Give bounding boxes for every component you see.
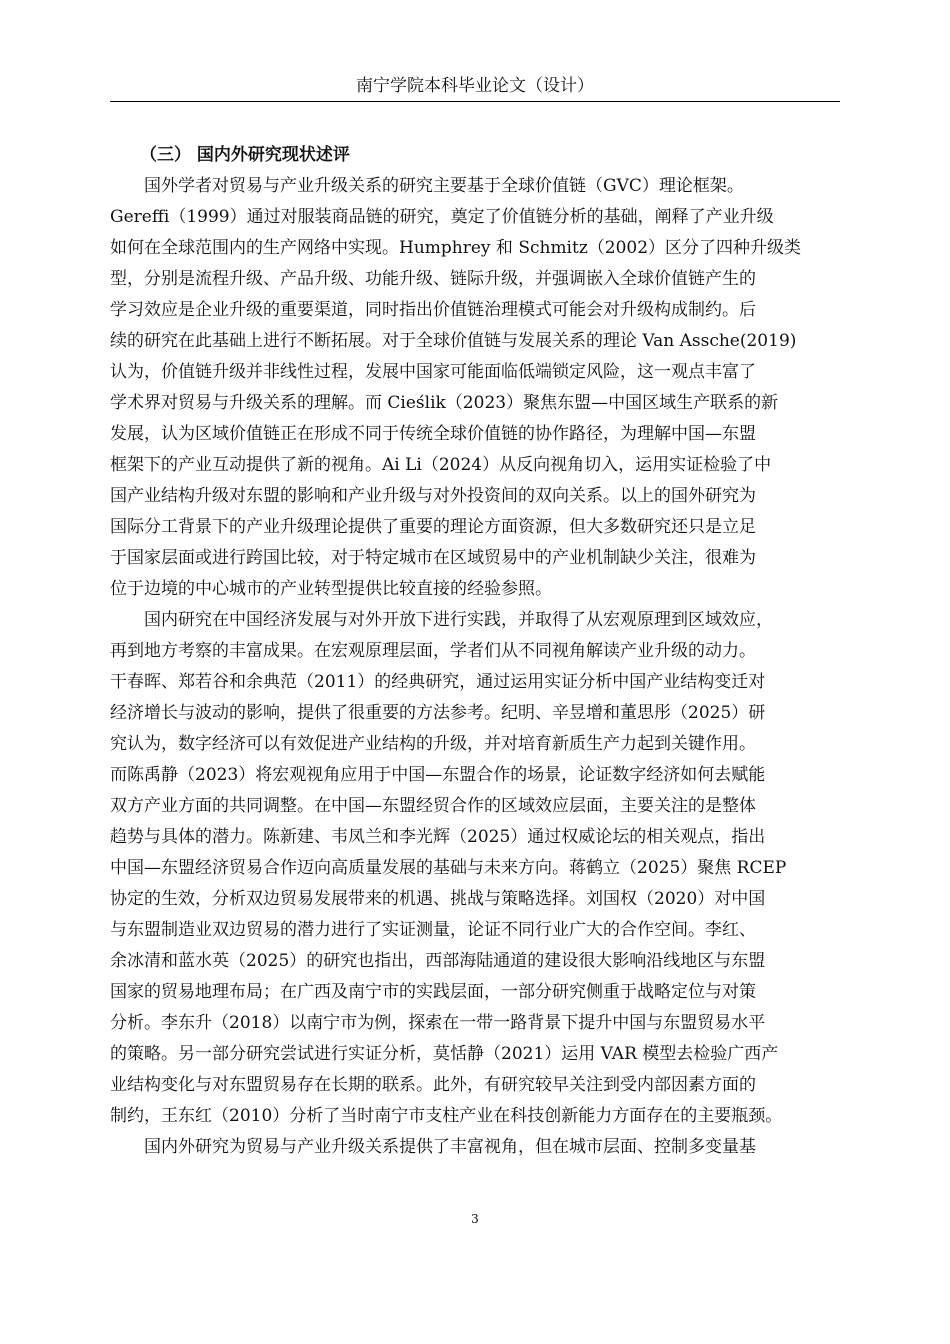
paragraph-line: 学术界对贸易与升级关系的理解。而 Cieślik（2023）聚焦东盟—中国区域生产联系的新: [110, 393, 779, 413]
paragraph-line: 而陈禹静（2023）将宏观视角应用于中国—东盟合作的场景，论证数字经济如何去赋能: [110, 765, 766, 785]
paragraph-line: 国内外研究为贸易与产业升级关系提供了丰富视角，但在城市层面、控制多变量基: [144, 1137, 756, 1157]
main-content: [110, 140, 840, 1163]
paragraph-line: 国家的贸易地理布局；在广西及南宁市的实践层面，一部分研究侧重于战略定位与对策: [110, 982, 756, 1002]
paragraph-line: 国内研究在中国经济发展与对外开放下进行实践，并取得了从宏观原理到区域效应，: [144, 610, 773, 630]
paragraph-line: 协定的生效，分析双边贸易发展带来的机遇、挑战与策略选择。刘国权（2020）对中国: [110, 889, 766, 909]
body-text: [110, 171, 840, 1163]
paragraph-line: 发展，认为区域价值链正在形成不同于传统全球价值链的协作路径，为理解中国—东盟: [110, 424, 756, 444]
paragraph-line: 框架下的产业互动提供了新的视角。Ai Li（2024）从反向视角切入，运用实证检验了中: [110, 455, 772, 475]
paragraph-line: 学习效应是企业升级的重要渠道，同时指出价值链治理模式可能会对升级构成制约。后: [110, 300, 756, 320]
paragraph-line: 中国—东盟经济贸易合作迈向高质量发展的基础与未来方向。蒋鹤立（2025）聚焦 RCEP: [110, 858, 787, 878]
paragraph-line: 趋势与具体的潜力。陈新建、韦凤兰和李光辉（2025）通过权威论坛的相关观点，指出: [110, 827, 766, 847]
paragraph-line: 的策略。另一部分研究尝试进行实证分析，莫恬静（2021）运用 VAR 模型去检验广西产: [110, 1044, 779, 1064]
paragraph-line: 再到地方考察的丰富成果。在宏观原理层面，学者们从不同视角解读产业升级的动力。: [110, 641, 756, 661]
paragraph-line: 业结构变化与对东盟贸易存在长期的联系。此外，有研究较早关注到受内部因素方面的: [110, 1075, 756, 1095]
paragraph: [110, 171, 840, 605]
paragraph-line: 制约，王东红（2010）分析了当时南宁市支柱产业在科技创新能力方面存在的主要瓶颈。: [110, 1106, 783, 1126]
paragraph: [110, 605, 840, 1132]
paragraph-line: 经济增长与波动的影响，提供了很重要的方法参考。纪明、辛昱增和董思彤（2025）研: [110, 703, 766, 723]
paragraph: [110, 1132, 840, 1163]
paragraph-line: 于国家层面或进行跨国比较，对于特定城市在区域贸易中的产业机制缺少关注，很难为: [110, 548, 756, 568]
paragraph-line: 分析。李东升（2018）以南宁市为例，探索在一带一路背景下提升中国与东盟贸易水平: [110, 1013, 766, 1033]
page-header: 南宁学院本科毕业论文（设计）: [356, 76, 594, 96]
paragraph-line: 余冰清和蓝水英（2025）的研究也指出，西部海陆通道的建设很大影响沿线地区与东盟: [110, 951, 766, 971]
paragraph-line: 双方产业方面的共同调整。在中国—东盟经贸合作的区域效应层面，主要关注的是整体: [110, 796, 756, 816]
paragraph-line: Gereffi（1999）通过对服装商品链的研究，奠定了价值链分析的基础，阐释了产业升级: [110, 207, 774, 227]
paragraph-line: 续的研究在此基础上进行不断拓展。对于全球价值链与发展关系的理论 Van Assche(2019): [110, 331, 797, 351]
paragraph-line: 干春晖、郑若谷和余典范（2011）的经典研究，通过运用实证分析中国产业结构变迁对: [110, 672, 766, 692]
paragraph-line: 型，分别是流程升级、产品升级、功能升级、链际升级，并强调嵌入全球价值链产生的: [110, 269, 756, 289]
paragraph-line: 如何在全球范围内的生产网络中实现。Humphrey 和 Schmitz（2002）区分了四种升级类: [110, 238, 802, 258]
page-number: 3: [471, 1212, 479, 1226]
paragraph-line: 认为，价值链升级并非线性过程，发展中国家可能面临低端锁定风险，这一观点丰富了: [110, 362, 756, 382]
paragraph-line: 位于边境的中心城市的产业转型提供比较直接的经验参照。: [110, 579, 552, 599]
paragraph-line: 国产业结构升级对东盟的影响和产业升级与对外投资间的双向关系。以上的国外研究为: [110, 486, 756, 506]
paragraph-line: 究认为，数字经济可以有效促进产业结构的升级，并对培育新质生产力起到关键作用。: [110, 734, 756, 754]
section-heading: （三） 国内外研究现状述评: [140, 145, 350, 165]
paragraph-line: 国际分工背景下的产业升级理论提供了重要的理论方面资源，但大多数研究还只是立足: [110, 517, 756, 537]
header-rule: [110, 101, 840, 102]
paragraph-line: 国外学者对贸易与产业升级关系的研究主要基于全球价值链（GVC）理论框架。: [144, 176, 744, 196]
paragraph-line: 与东盟制造业双边贸易的潜力进行了实证测量，论证不同行业广大的合作空间。李红、: [110, 920, 756, 940]
